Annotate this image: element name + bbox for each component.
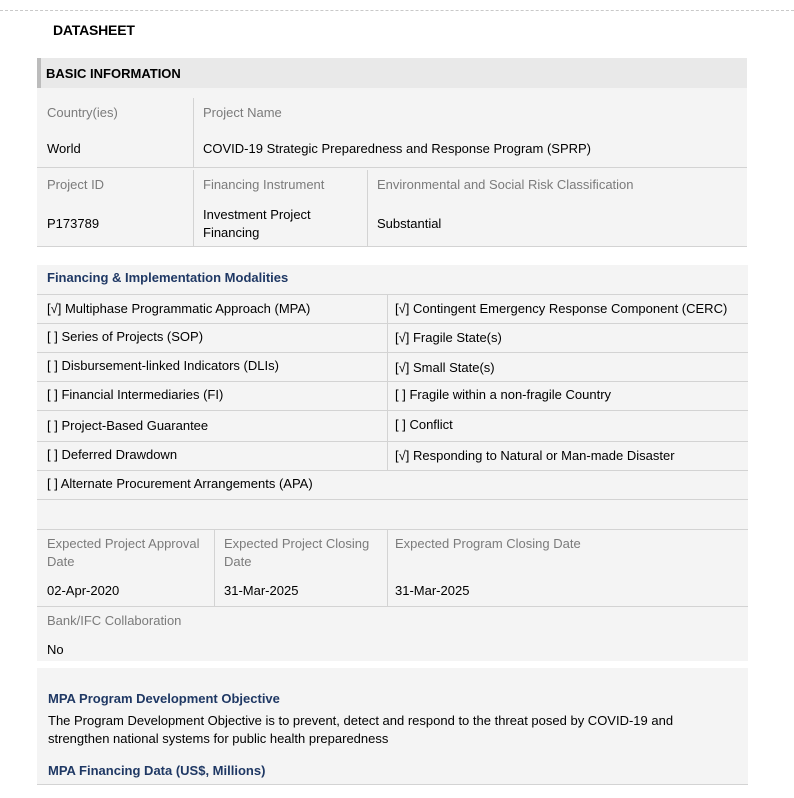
modality-fi: [ ] Financial Intermediaries (FI) <box>47 387 224 402</box>
modality-disaster: [√] Responding to Natural or Man-made Disaster <box>395 448 675 463</box>
row-divider <box>37 294 748 295</box>
modality-pbg: [ ] Project-Based Guarantee <box>47 418 209 433</box>
financing-instrument-label: Financing Instrument <box>203 177 325 192</box>
esrc-label: Environmental and Social Risk Classification <box>377 177 634 192</box>
modality-apa: [ ] Alternate Procurement Arrangements (APA) <box>47 476 313 491</box>
basic-information-title: BASIC INFORMATION <box>46 66 181 81</box>
row-divider <box>37 441 748 442</box>
modality-dli: [ ] Disbursement-linked Indicators (DLIs) <box>47 358 279 373</box>
financing-instrument-value: Investment Project Financing <box>203 207 311 240</box>
modality-deferred-drawdown: [ ] Deferred Drawdown <box>47 447 178 462</box>
project-id-label: Project ID <box>47 177 105 192</box>
modality-mpa: [√] Multiphase Programmatic Approach (MPA) <box>47 301 311 316</box>
modality-conflict: [ ] Conflict <box>395 417 453 432</box>
column-divider <box>193 98 194 167</box>
row-divider <box>37 499 748 500</box>
modalities-header: Financing & Implementation Modalities <box>47 270 289 285</box>
project-name-label: Project Name <box>203 105 282 120</box>
column-divider <box>214 530 215 606</box>
row-divider <box>37 323 748 324</box>
row-divider <box>37 246 747 247</box>
esrc-value: Substantial <box>377 216 442 231</box>
modality-sop: [ ] Series of Projects (SOP) <box>47 329 204 344</box>
modality-cerc: [√] Contingent Emergency Response Component (CERC) <box>395 301 728 316</box>
project-closing-date-value: 31-Mar-2025 <box>224 583 299 598</box>
project-name-value: COVID-19 Strategic Preparedness and Response Program (SPRP) <box>203 141 592 156</box>
column-divider <box>193 170 194 246</box>
row-divider <box>37 606 748 607</box>
project-id-value: P173789 <box>47 216 100 231</box>
row-divider <box>37 381 748 382</box>
column-divider <box>387 294 388 470</box>
datasheet-title: DATASHEET <box>53 22 135 38</box>
mpa-financing-header: MPA Financing Data (US$, Millions) <box>48 763 266 778</box>
row-divider <box>37 410 748 411</box>
column-divider <box>367 170 368 246</box>
collaboration-value: No <box>47 642 64 657</box>
approval-date-label: Expected Project Approval Date <box>47 536 200 569</box>
modality-small-state: [√] Small State(s) <box>395 360 495 375</box>
modality-fragile-within: [ ] Fragile within a non-fragile Country <box>395 387 612 402</box>
country-value: World <box>47 141 81 156</box>
mpa-objective-header: MPA Program Development Objective <box>48 691 280 706</box>
row-divider <box>37 167 747 168</box>
modality-fragile-state: [√] Fragile State(s) <box>395 330 502 345</box>
basic-information-header <box>37 58 747 88</box>
row-divider <box>37 470 748 471</box>
mpa-objective-text: The Program Development Objective is to prevent, detect and respond to the threat posed by COVID-19 and strengthen national systems for public health preparedness <box>48 713 674 746</box>
collaboration-label: Bank/IFC Collaboration <box>47 613 182 628</box>
column-divider <box>387 530 388 606</box>
row-divider <box>37 784 748 785</box>
row-divider <box>37 352 748 353</box>
country-label: Country(ies) <box>47 105 118 120</box>
program-closing-date-label: Expected Program Closing Date <box>395 536 581 551</box>
page-top-dashed-rule <box>0 10 794 11</box>
program-closing-date-value: 31-Mar-2025 <box>395 583 470 598</box>
project-closing-date-label: Expected Project Closing Date <box>224 536 370 569</box>
approval-date-value: 02-Apr-2020 <box>47 583 120 598</box>
